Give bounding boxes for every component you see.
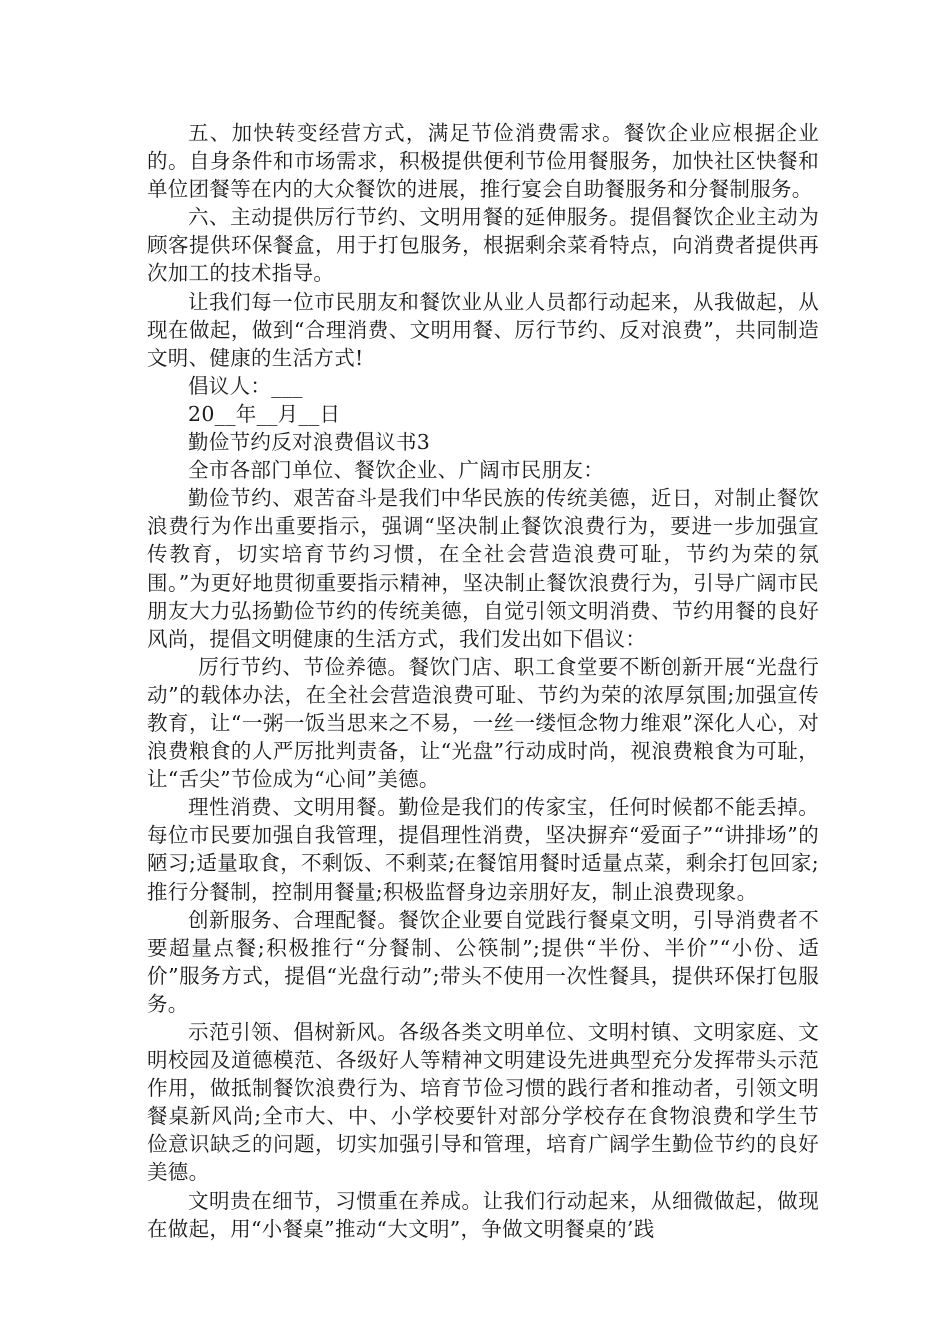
salutation: 全市各部门单位、餐饮企业、广阔市民朋友： — [188, 458, 604, 483]
date-line: 20__年__月__日 — [188, 401, 341, 426]
paragraph-lead-by-example: 示范引领、倡树新风。各级各类文明单位、文明村镇、文明家庭、文明校园及道德模范、各级好人等精神文明建设先进典型充分发挥带头示范作用，做抵制餐饮浪费行为、培育节俭习惯的践行者和推动者，引领文明餐桌新风尚;全市大、中、小学校要针对部分学校存在食物浪费和学生节俭意识缺乏的问题，切实加强引导和管理，培育广阔学生勤俭节约的良好美德。 — [147, 1020, 819, 1185]
paragraph-intro: 勤俭节约、艰苦奋斗是我们中华民族的传统美德，近日，对制止餐饮浪费行为作出重要指示，强调“坚决制止餐饮浪费行为，要进一步加强宣传教育，切实培育节约习惯，在全社会营造浪费可耻，节约为荣的氛围。”为更好地贯彻重要指示精神，坚决制止餐饮浪费行为，引导广阔市民朋友大力弘扬勤俭节约的传统美德，自觉引领文明消费、节约用餐的良好风尚，提倡文明健康的生活方式，我们发出如下倡议： — [147, 486, 819, 651]
initiator-line: 倡议人：___ — [188, 373, 303, 398]
paragraph-closing: 文明贵在细节，习惯重在养成。让我们行动起来，从细微做起，做现在做起，用“小餐桌”推动“大文明”，争做文明餐桌的’践 — [147, 1188, 819, 1241]
paragraph-point-six: 六、主动提供厉行节约、文明用餐的延伸服务。提倡餐饮企业主动为顾客提供环保餐盒，用于打包服务，根据剩余菜肴特点，向消费者提供再次加工的技术指导。 — [147, 205, 819, 286]
paragraph-call-to-action: 让我们每一位市民朋友和餐饮业从业人员都行动起来，从我做起，从现在做起，做到“合理消费、文明用餐、厉行节约、反对浪费”，共同制造文明、健康的生活方式! — [147, 289, 819, 370]
section-title: 勤俭节约反对浪费倡议书3 — [188, 430, 431, 455]
paragraph-point-five: 五、加快转变经营方式，满足节俭消费需求。餐饮企业应根据企业的。自身条件和市场需求，积极提供便利节俭用餐服务，加快社区快餐和单位团餐等在内的大众餐饮的进展，推行宴会自助餐服务和分餐制服务。 — [147, 121, 819, 202]
paragraph-practice-thrift: 厉行节约、节俭养德。餐饮门店、职工食堂要不断创新开展“光盘行动”的载体办法，在全社会营造浪费可耻、节约为荣的浓厚氛围;加强宣传教育，让“一粥一饭当思来之不易，一丝一缕恒念物力维艰”深化人心，对浪费粮食的人严厉批判责备，让“光盘”行动成时尚，视浪费粮食为可耻，让“舌尖”节俭成为“心间”美德。 — [147, 654, 819, 792]
document-body — [147, 119, 819, 1243]
paragraph-rational-consumption: 理性消费、文明用餐。勤俭是我们的传家宝，任何时候都不能丢掉。每位市民要加强自我管理，提倡理性消费，坚决摒弃“爱面子”“讲排场”的陋习;适量取食，不剩饭、不剩菜;在餐馆用餐时适量点菜，剩余打包回家;推行分餐制，控制用餐量;积极监督身边亲朋好友，制止浪费现象。 — [147, 795, 819, 904]
paragraph-innovative-service: 创新服务、合理配餐。餐饮企业要自觉践行餐桌文明，引导消费者不要超量点餐;积极推行“分餐制、公筷制”;提供“半份、半价”“小份、适价”服务方式，提倡“光盘行动”;带头不使用一次性餐具，提供环保打包服务。 — [147, 907, 819, 1016]
